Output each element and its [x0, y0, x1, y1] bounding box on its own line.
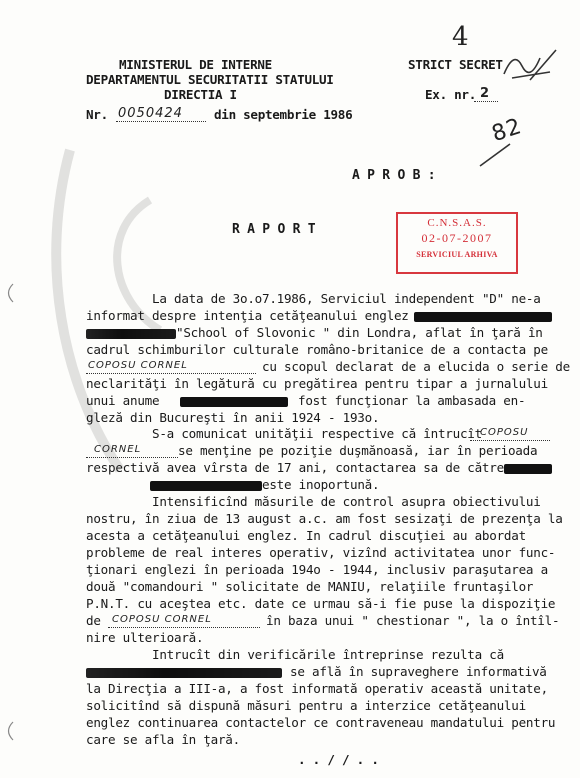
body-line: informat despre intenţia cetăţeanului englez — [86, 308, 409, 323]
body-line: solicitînd să dispună măsuri pentru a interzice cetăţeanului — [86, 698, 526, 713]
binder-hole-mark — [2, 720, 16, 742]
document-title: R A P O R T — [232, 222, 316, 237]
document-date: din septembrie 1986 — [214, 107, 353, 122]
body-line: Intrucît din verificările întreprinse rezulta că — [152, 647, 504, 662]
body-line: La data de 3o.o7.1986, Serviciul independent "D" ne-a — [152, 291, 541, 306]
stamp-organization: C.N.S.A.S. — [427, 217, 487, 229]
handwritten-surname: COPOSU — [480, 427, 529, 438]
handwritten-surname-underline — [470, 440, 550, 441]
redaction-bar — [504, 464, 552, 474]
department-name: DEPARTAMENTUL SECURITATII STATULUI — [86, 72, 334, 87]
body-line: în baza unui " chestionar ", la o întîl- — [266, 613, 560, 628]
handwritten-side-stroke — [476, 140, 516, 170]
classification-label: STRICT SECRET — [408, 57, 503, 72]
body-line: nire ulterioară. — [86, 630, 204, 645]
handwritten-name: COPOSU CORNEL — [112, 614, 212, 625]
body-line: este inoportună. — [262, 477, 380, 492]
document-number-label: Nr. — [86, 107, 108, 122]
ministry-name: MINISTERUL DE INTERNE — [119, 57, 272, 72]
approval-line: A P R O B : — [352, 168, 436, 183]
handwritten-page-number: 4 — [452, 22, 470, 52]
body-line: acesta a cetăţeanului englez. In cadrul discuţiei au abordat — [86, 528, 526, 543]
body-line: S-a comunicat unităţii respective că întrucît — [152, 426, 482, 441]
continuation-mark: . . / / . . — [298, 752, 379, 767]
stamp-department: SERVICIUL ARHIVA — [416, 250, 498, 259]
body-line: Intensificînd măsurile de control asupra obiectivului — [152, 494, 541, 509]
direction-name: DIRECTIA I — [164, 87, 237, 102]
binder-hole-mark — [2, 282, 16, 304]
handwritten-name-underline — [86, 373, 256, 374]
handwritten-name-underline — [108, 627, 260, 628]
body-line: care se afla în ţară. — [86, 732, 240, 747]
document-number-value: 0050424 — [118, 106, 183, 121]
copy-number-value: 2 — [480, 86, 491, 101]
body-line: la Direcţia a III-a, a fost informată operativ această unitate, — [86, 681, 548, 696]
document-number-underline — [116, 121, 206, 122]
body-line: "School of Slovonic " din Londra, aflat în ţară în — [176, 325, 543, 340]
handwritten-firstname: CORNEL — [94, 444, 142, 455]
redaction-bar — [86, 668, 282, 678]
copy-number-underline — [474, 101, 498, 102]
handwritten-firstname-underline — [86, 457, 178, 458]
redaction-bar — [150, 481, 262, 491]
body-line: unui anume — [86, 393, 160, 408]
body-line: probleme de real interes operativ, vizînd activitatea unor func- — [86, 545, 556, 560]
body-line: cadrul schimburilor culturale româno-britanice de a contacta pe — [86, 342, 548, 357]
body-line: se menţine pe poziţie duşmănoasă, iar în perioada — [178, 443, 538, 458]
body-line: neclarităţi în legătură cu pregătirea pentru tipar a jurnalului — [86, 376, 548, 391]
body-line: nostru, în ziua de 13 august a.c. am fost sesizaţi de prezenţa la — [86, 511, 563, 526]
body-line: fost funcţionar la ambasada en- — [298, 393, 526, 408]
archive-stamp — [396, 212, 518, 274]
redaction-bar — [180, 397, 288, 407]
body-line: cu scopul declarat de a elucida o serie de — [262, 359, 570, 374]
redaction-bar — [414, 312, 552, 322]
body-line: de — [86, 613, 101, 628]
body-line: două "comandouri " solicitate de MANIU, relaţiile fruntaşilor — [86, 579, 534, 594]
copy-number-label: Ex. nr. — [425, 87, 476, 102]
redaction-bar — [86, 329, 176, 339]
body-line: se află în supraveghere informativă — [290, 664, 547, 679]
handwritten-scribble-mark — [500, 44, 560, 84]
handwritten-name: COPOSU CORNEL — [88, 360, 188, 371]
stamp-date: 02-07-2007 — [421, 231, 493, 245]
handwritten-side-number: 82 — [488, 113, 526, 148]
body-line: P.N.T. cu aceştea etc. date ce urmau să-i fie puse la dispoziţie — [86, 596, 556, 611]
body-line: ţionari englezi în perioada 194o - 1944, inclusiv paraşutarea a — [86, 562, 548, 577]
body-line: englez continuarea contactelor ce contraveneau mandatului pentru — [86, 715, 556, 730]
body-line: respectivă avea vîrsta de 17 ani, contactarea sa de către — [86, 460, 504, 475]
body-line: gleză din Bucureşti în anii 1924 - 193o. — [86, 410, 380, 425]
